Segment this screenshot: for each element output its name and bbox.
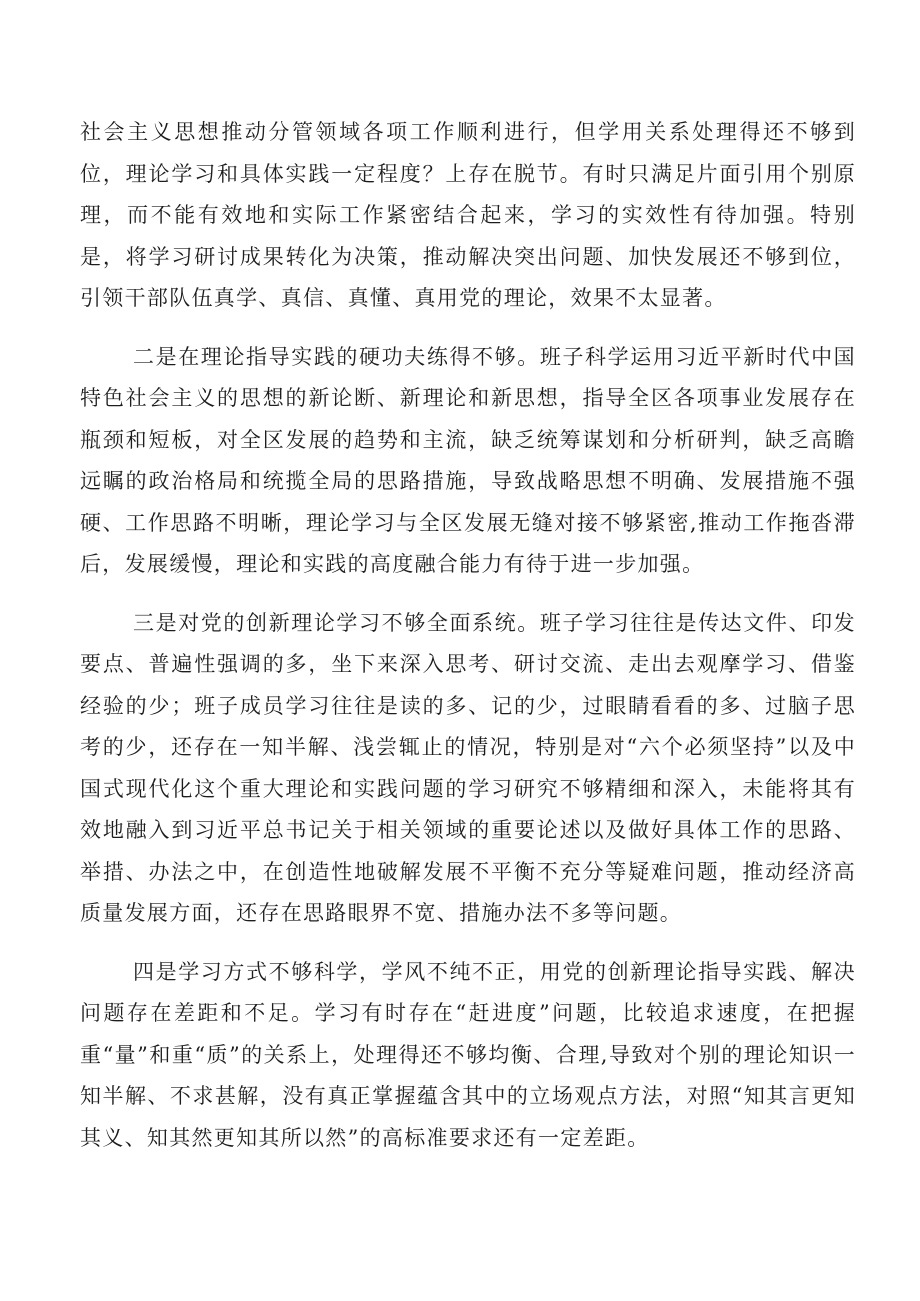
document-body xyxy=(80,112,856,1159)
paragraph-continuation: 社会主义思想推动分管领域各项工作顺利进行，但学用关系处理得还不够到位，理论学习和具体实践一定程度？上存在脱节。有时只满足片面引用个别原理，而不能有效地和实际工作紧密结合起来，学习的实效性有待加强。特别是，将学习研讨成果转化为决策，推动解决突出问题、加快发展还不够到位，引领干部队伍真学、真信、真懂、真用党的理论，效果不太显著。 xyxy=(80,120,856,310)
paragraph-point-two: 二是在理论指导实践的硬功夫练得不够。班子科学运用习近平新时代中国特色社会主义的思想的新论断、新理论和新思想，指导全区各项事业发展存在瓶颈和短板，对全区发展的趋势和主流，缺乏统筹谋划和分析研判，缺乏高瞻远瞩的政治格局和统揽全局的思路措施，导致战略思想不明确、发展措施不强硬、工作思路不明晰，理论学习与全区发展无缝对接不够紧密,推动工作拖沓滞后，发展缓慢，理论和实践的高度融合能力有待于进一步加强。 xyxy=(80,344,856,576)
paragraph-point-four: 四是学习方式不够科学，学风不纯不正，用党的创新理论指导实践、解决问题存在差距和不足。学习有时存在“赶进度”问题，比较追求速度，在把握重“量”和重“质”的关系上，处理得还不够均衡、合理,导致对个别的理论知识一知半解、不求甚解，没有真正掌握蕴含其中的立场观点方法，对照“知其言更知其义、知其然更知其所以然”的高标准要求还有一定差距。 xyxy=(80,959,856,1150)
paragraph-point-three: 三是对党的创新理论学习不够全面系统。班子学习往往是传达文件、印发要点、普遍性强调的多，坐下来深入思考、研讨交流、走出去观摩学习、借鉴经验的少；班子成员学习往往是读的多、记的少，过眼睛看看的多、过脑子思考的少，还存在一知半解、浅尝辄止的情况，特别是对“六个必须坚持”以及中国式现代化这个重大理论和实践问题的学习研究不够精细和深入，未能将其有效地融入到习近平总书记关于相关领域的重要论述以及做好具体工作的思路、举措、办法之中，在创造性地破解发展不平衡不充分等疑难问题，推动经济高质量发展方面，还存在思路眼界不宽、措施办法不多等问题。 xyxy=(80,610,856,925)
